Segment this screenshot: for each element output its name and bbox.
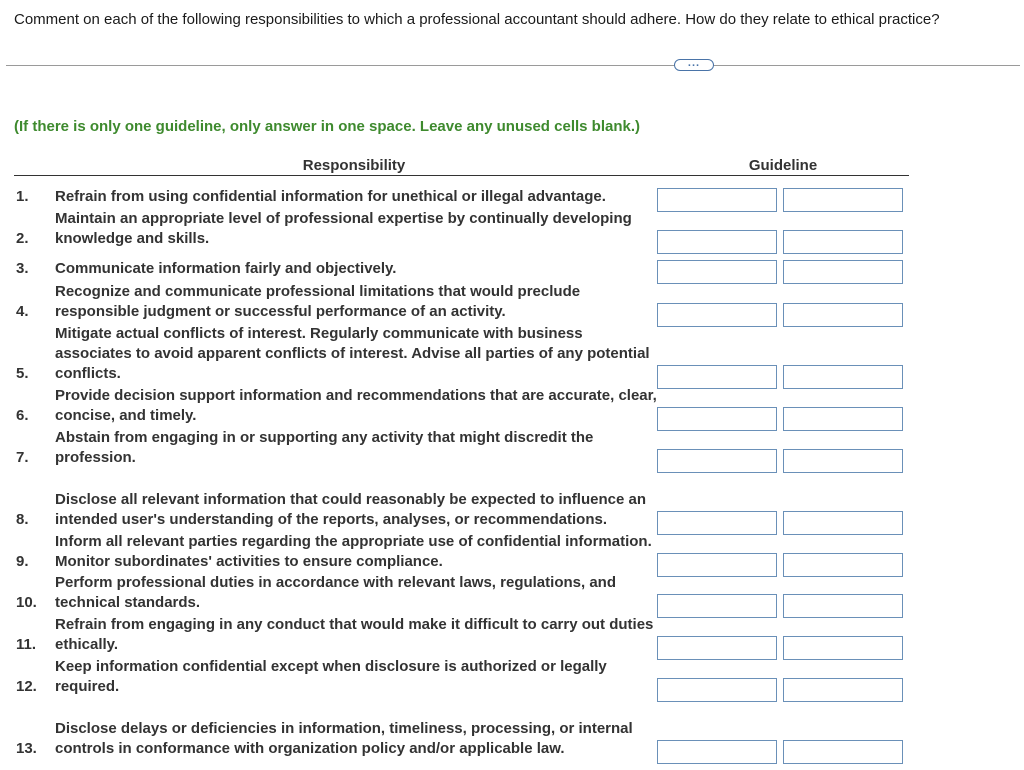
ellipsis-icon: ... — [687, 57, 701, 69]
responsibility-text: Inform all relevant parties regarding the appropriate use of confidential information. Monitor subordinates' activities to ensure compliance. — [55, 533, 652, 570]
table-row — [14, 532, 914, 572]
row-number: 10. — [16, 594, 37, 611]
responsibility-text: Abstain from engaging in or supporting any activity that might discredit the profession. — [55, 429, 594, 466]
guideline-input-2[interactable] — [783, 740, 903, 764]
guideline-input-2[interactable] — [783, 230, 903, 254]
row-number: 5. — [16, 365, 29, 382]
responsibility-text: Recognize and communicate professional limitations that would preclude responsible judgment or successful performance of an activity. — [55, 283, 581, 320]
row-number: 12. — [16, 678, 37, 695]
responsibility-text: Refrain from engaging in any conduct that would make it difficult to carry out duties ethically. — [55, 616, 654, 653]
table-row — [14, 428, 914, 468]
guideline-column-header: Guideline — [748, 157, 818, 174]
row-number: 3. — [16, 260, 29, 277]
responsibility-text: Provide decision support information and recommendations that are accurate, clear, concise, and timely. — [55, 387, 657, 424]
responsibility-text: Communicate information fairly and objectively. — [55, 260, 397, 277]
table-row — [14, 615, 914, 655]
responsibility-text: Disclose delays or deficiencies in information, timeliness, processing, or internal controls in conformance with organization policy and/or applicable law. — [55, 720, 633, 757]
responsibility-text: Maintain an appropriate level of professional expertise by continually developing knowledge and skills. — [55, 210, 632, 247]
guideline-input-1[interactable] — [657, 260, 777, 284]
row-number: 11. — [16, 636, 37, 653]
table-row — [14, 259, 914, 279]
question-text: Comment on each of the following responsibilities to which a professional accountant should adhere. How do they relate to ethical practice? — [14, 11, 940, 28]
row-number: 1. — [16, 188, 29, 205]
table-row — [14, 470, 914, 530]
responsibility-column-header: Responsibility — [302, 157, 406, 174]
table-row — [14, 187, 914, 207]
row-number: 7. — [16, 449, 29, 466]
responsibility-text: Perform professional duties in accordance with relevant laws, regulations, and technical standards. — [55, 574, 616, 611]
row-number: 9. — [16, 553, 29, 570]
responsibility-text: Refrain from using confidential information for unethical or illegal advantage. — [55, 188, 606, 205]
table-row — [14, 209, 914, 249]
responsibility-text: Mitigate actual conflicts of interest. Regularly communicate with business associates to avoid apparent conflicts of interest. Advise all parties of any potential conflicts. — [55, 325, 650, 382]
guideline-input-1[interactable] — [657, 230, 777, 254]
table-row — [14, 657, 914, 697]
responsibility-text: Disclose all relevant information that could reasonably be expected to influence an intended user's understanding of the reports, analyses, or recommendations. — [55, 491, 646, 528]
guideline-input-2[interactable] — [783, 260, 903, 284]
section-divider — [6, 65, 1020, 66]
row-number: 4. — [16, 303, 29, 320]
table-row — [14, 699, 914, 759]
guideline-input-1[interactable] — [657, 740, 777, 764]
header-rule — [14, 175, 909, 176]
expand-more-button[interactable] — [674, 59, 714, 71]
row-number: 8. — [16, 511, 29, 528]
row-number: 2. — [16, 230, 29, 247]
table-row — [14, 386, 914, 426]
table-row — [14, 573, 914, 613]
responsibility-text: Keep information confidential except when disclosure is authorized or legally required. — [55, 658, 607, 695]
instruction-text: (If there is only one guideline, only answer in one space. Leave any unused cells blank.) — [14, 118, 641, 135]
row-number: 6. — [16, 407, 29, 424]
table-row — [14, 282, 914, 322]
table-row — [14, 324, 914, 384]
row-number: 13. — [16, 740, 37, 757]
